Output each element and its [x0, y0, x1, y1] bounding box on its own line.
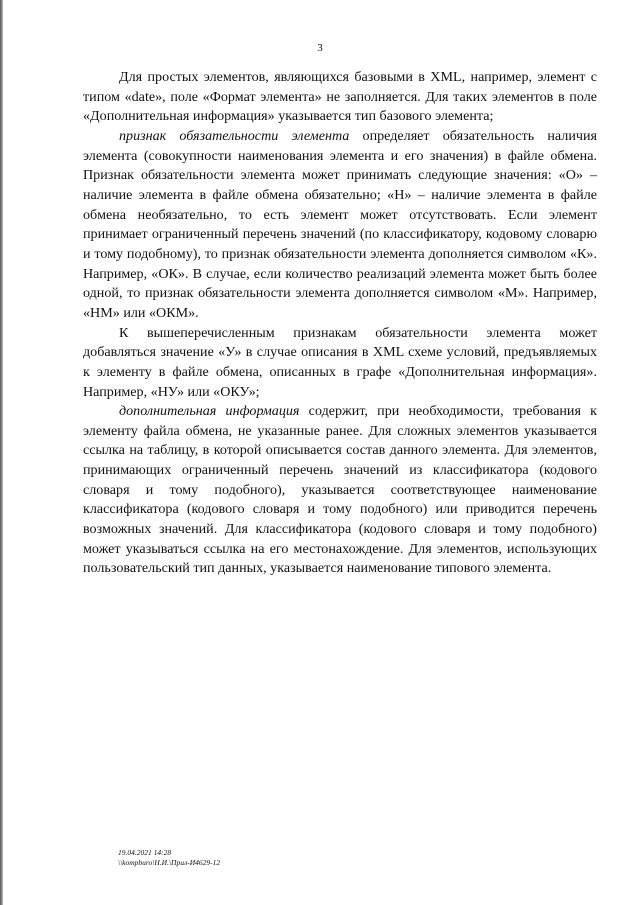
- paragraph-text: определяет обязательность наличия элемента (совокупности наименования элемента и его значения) в файле обмена. Признак обязательности элемента может принимать следующие значения: «О» – наличие элемента в файле обмена обязательно; «Н» – наличие элемента в файле обмена необязательно, то есть элемент может отсутствовать. Если элемент принимает ограниченный перечень значений (по классификатору, кодовому словарю и тому подобному), то признак обязательности элемента дополняется символом «К». Например, «ОК». В случае, если количество реализаций элемента может быть более одной, то признак обязательности элемента дополняется символом «М». Например, «НМ» или «ОКМ».: [83, 127, 597, 321]
- paragraph: [83, 68, 597, 127]
- paragraph: [83, 127, 597, 324]
- paragraph: [83, 402, 597, 579]
- scan-edge-shadow: [0, 0, 3, 905]
- paragraph-text: содержит, при необходимости, требования к элементу файла обмена, не указанные ранее. Для сложных элементов указывается ссылка на таблицу, в которой описывается состав данного элемента. Для элементов, принимающих ограниченный перечень значений из классификатора (кодового словаря и тому подобного), указывается соответствующее наименование классификатора (кодового словаря и тому подобного) или приводится перечень возможных значений. Для классификатора (кодового словаря и тому подобного) может указываться ссылка на его местонахождение. Для элементов, использующих пользовательский тип данных, указывается наименование типового элемента.: [83, 403, 598, 577]
- paragraph-text: Для простых элементов, являющихся базовыми в XML, например, элемент с типом «date», поле «Формат элемента» не заполняется. Для таких элементов в поле «Дополнительная информация» указывается тип базового элемента;: [83, 69, 597, 125]
- page-number: 3: [317, 42, 323, 54]
- paragraph-text: К вышеперечисленным признакам обязательности элемента может добавляться значение «У» в случае описания в XML схеме условий, предъявляемых к элементу в файле обмена, описанных в графе «Дополнительная информация». Например, «НУ» или «ОКУ»;: [83, 324, 597, 400]
- footer-timestamp: 19.04.2021 14:28: [118, 848, 172, 857]
- footer-file-path: \\kompburo\Н.И.\Прил-И4629-12: [118, 858, 221, 867]
- document-body: [83, 68, 597, 579]
- italic-term: признак обязательности элемента: [119, 127, 350, 144]
- paragraph: [83, 324, 597, 403]
- italic-term: дополнительная информация: [119, 403, 300, 420]
- document-footer: [118, 848, 220, 868]
